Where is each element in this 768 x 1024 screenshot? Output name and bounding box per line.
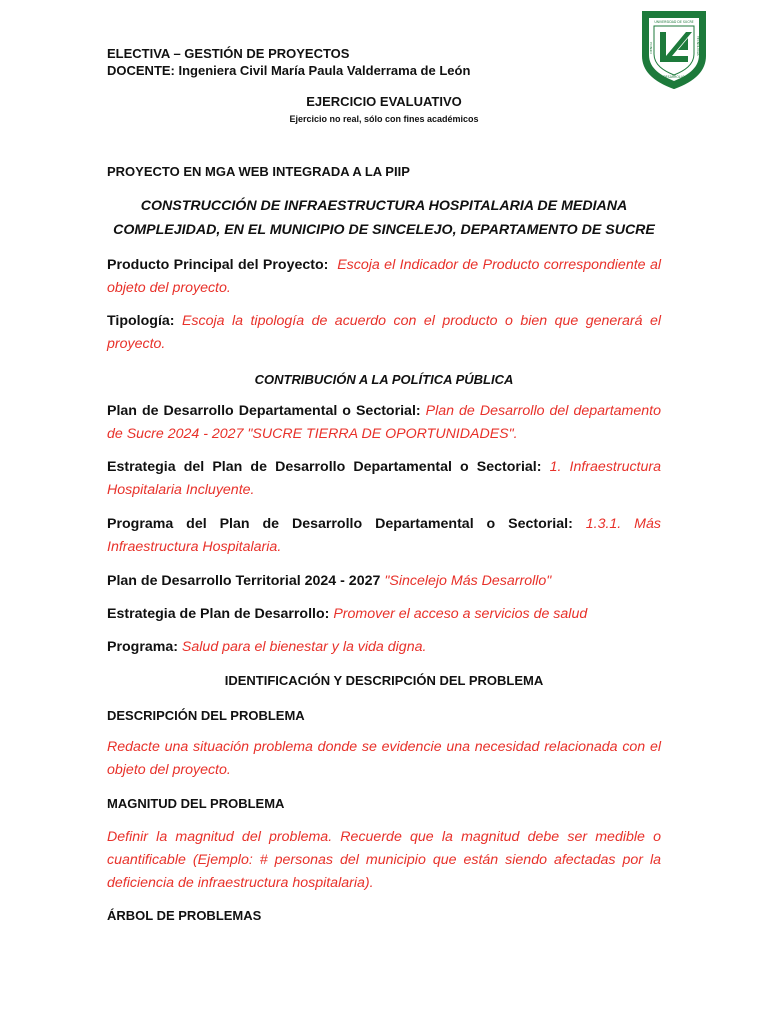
strategy-dep-label: Estrategia del Plan de Desarrollo Departamental o Sectorial: xyxy=(107,459,542,475)
plan-terr-value: "Sincelejo Más Desarrollo" xyxy=(384,573,552,589)
product-field xyxy=(107,254,661,300)
problem-tree-heading: ÁRBOL DE PROBLEMAS xyxy=(107,908,262,923)
program-dep-label: Programa del Plan de Desarrollo Departamental o Sectorial: xyxy=(107,516,573,532)
program-dep-field xyxy=(107,513,661,559)
project-title: CONSTRUCCIÓN DE INFRAESTRUCTURA HOSPITALARIA DE MEDIANA COMPLEJIDAD, EN EL MUNICIPIO DE SINCELEJO, DEPARTAMENTO DE SUCRE xyxy=(113,198,655,238)
logo-text-top: UNIVERSIDAD DE SUCRE xyxy=(654,20,694,24)
problem-magnitude-heading: MAGNITUD DEL PROBLEMA xyxy=(107,796,285,811)
teacher-name: DOCENTE: Ingeniera Civil María Paula Valderrama de León xyxy=(107,63,471,78)
problem-description-heading: DESCRIPCIÓN DEL PROBLEMA xyxy=(107,708,305,723)
problem-description-text: Redacte una situación problema donde se evidencie una necesidad relacionada con el objeto del proyecto. xyxy=(107,739,661,778)
exercise-title: EJERCICIO EVALUATIVO xyxy=(306,94,462,109)
course-title: ELECTIVA – GESTIÓN DE PROYECTOS xyxy=(107,46,350,61)
plan-territorial-field xyxy=(107,570,661,593)
strategy-label: Estrategia de Plan de Desarrollo: xyxy=(107,606,330,622)
program-value: Salud para el bienestar y la vida digna. xyxy=(181,639,427,655)
typology-field xyxy=(107,310,661,356)
plan-terr-label: Plan de Desarrollo Territorial 2024 - 2027 xyxy=(107,573,381,589)
plan-dep-label: Plan de Desarrollo Departamental o Sectorial: xyxy=(107,403,421,419)
product-label: Producto Principal del Proyecto: xyxy=(107,257,329,273)
typology-value: Escoja la tipología de acuerdo con el producto o bien que generará el proyecto. xyxy=(107,313,661,352)
exercise-subtitle: Ejercicio no real, sólo con fines académicos xyxy=(289,114,479,124)
program-field xyxy=(107,636,661,659)
logo-text-right: TECNOLOGÍA xyxy=(696,36,700,56)
strategy-dep-value: 1. Infraestructura Hospitalaria Incluyente. xyxy=(107,459,662,498)
strategy-value: Promover el acceso a servicios de salud xyxy=(333,606,588,622)
product-value: Escoja el Indicador de Producto correspondiente al objeto del proyecto. xyxy=(107,257,661,296)
plan-dep-value: Plan de Desarrollo del departamento de Sucre 2024 - 2027 "SUCRE TIERRA DE OPORTUNIDADES". xyxy=(107,403,661,442)
program-label: Programa: xyxy=(107,639,178,655)
problem-magnitude-text: Definir la magnitud del problema. Recuerde que la magnitud debe ser medible o cuantificable (Ejemplo: # personas del municipio que están siendo afectadas por la deficiencia de infraestructura hospitalaria). xyxy=(107,829,661,891)
project-heading: PROYECTO EN MGA WEB INTEGRADA A LA PIIP xyxy=(107,164,410,179)
program-dep-value: 1.3.1. Más Infraestructura Hospitalaria. xyxy=(107,516,661,555)
logo-text-bottom: DESARROLLO xyxy=(663,75,685,79)
plan-dep-field xyxy=(107,400,661,446)
problem-heading: IDENTIFICACIÓN Y DESCRIPCIÓN DEL PROBLEMA xyxy=(224,673,544,688)
strategy-dep-field xyxy=(107,456,661,502)
strategy-field xyxy=(107,603,661,626)
policy-heading: CONTRIBUCIÓN A LA POLÍTICA PÚBLICA xyxy=(254,372,514,387)
typology-label: Tipología: xyxy=(107,313,175,329)
logo-text-left: CIENCIA xyxy=(649,41,653,54)
university-logo xyxy=(640,10,708,90)
